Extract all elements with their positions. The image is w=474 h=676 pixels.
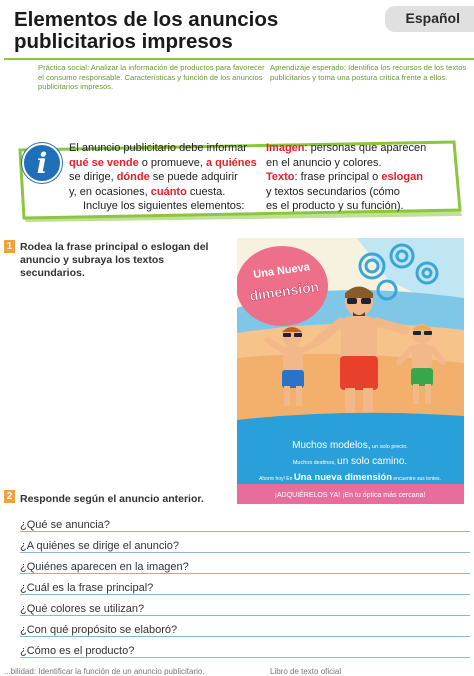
question-row[interactable] (20, 624, 470, 640)
info-keyword: eslogan (381, 171, 423, 183)
title-line-1: Elementos de los anuncios (14, 8, 279, 31)
answer-line[interactable] (20, 531, 470, 532)
activity-2-instruction: Responde según el anuncio anterior. (20, 493, 204, 505)
question-label: ¿Cómo es el producto? (20, 645, 135, 657)
info-icon-glyph: i (36, 147, 48, 180)
info-right-line (266, 170, 456, 185)
info-keyword: a quiénes (205, 156, 257, 169)
question-row[interactable] (20, 540, 470, 556)
question-row[interactable] (20, 561, 470, 577)
info-left-line (69, 170, 265, 185)
ad-text-line-2: Muchos destinos, un solo camino. (292, 456, 408, 467)
ad-text-line-3: Ahorre hoy! En Una nueva dimensión encuentre sus lentes. (259, 472, 441, 483)
answer-line[interactable] (20, 615, 470, 616)
question-row[interactable] (20, 603, 470, 619)
answer-line[interactable] (20, 552, 470, 553)
activity-number-2: 2 (4, 490, 15, 503)
info-right-line: y textos secundarios (cómo (266, 185, 400, 198)
title-line-2: publicitarios impresos (14, 30, 233, 53)
question-label: ¿Con qué propósito se elaboró? (20, 624, 178, 636)
info-keyword: dónde (116, 171, 150, 183)
social-practice-text: Práctica social: Analizar la información de productos para favorecer el consumo responsable. Características y función de los anuncios publicitarios impresos. (38, 63, 265, 91)
answer-line[interactable] (20, 573, 470, 574)
info-text: : personas que aparecen (304, 142, 427, 154)
question-row[interactable] (20, 582, 470, 598)
expected-learning-text: Aprendizaje esperado: Identifica los recursos de los textos publicitarios y toma una postura crítica frente a ellos. (270, 63, 467, 82)
info-text: se puede adquirir (149, 171, 238, 183)
ad-text-line-4: ¡ADQUIÉRELOS YA! ¡En tu óptica más cercana! (274, 492, 426, 499)
info-right-text (266, 141, 456, 214)
subject-tab (385, 6, 474, 32)
ad-text-line-1: Muchos modelos, un solo precio. (292, 440, 408, 451)
question-label: ¿Qué se anuncia? (20, 519, 110, 531)
info-text: cuesta. (186, 185, 226, 198)
info-keyword: qué se vende (69, 156, 139, 169)
subject-label: Español (405, 10, 460, 26)
ad-illustration (237, 238, 464, 504)
question-label: ¿Qué colores se utilizan? (20, 603, 145, 615)
info-icon (22, 143, 62, 183)
info-right-line: en el anuncio y colores. (266, 156, 382, 169)
info-left-line (69, 185, 265, 200)
question-label: ¿A quiénes se dirige el anuncio? (20, 540, 179, 552)
ad-image (237, 238, 464, 504)
ad-banner-top: Una Nueva (252, 261, 311, 281)
question-label: ¿Cuál es la frase principal? (20, 582, 154, 594)
info-text: o promueve, (138, 156, 206, 169)
info-text: El anuncio publicitario debe informar (69, 142, 247, 154)
question-row[interactable] (20, 519, 470, 535)
info-left-line (69, 141, 265, 156)
ad-banner-main: dimensión (248, 278, 321, 304)
footer-source: Libro de texto oficial (270, 667, 342, 676)
answer-line[interactable] (20, 657, 470, 658)
info-keyword: cuánto (150, 185, 187, 198)
question-row[interactable] (20, 645, 470, 661)
activity-number-1: 1 (4, 240, 15, 253)
question-label: ¿Quiénes aparecen en la imagen? (20, 561, 189, 573)
footer-purpose: ...bilidad: Identificar la función de un anuncio publicitario. (4, 667, 205, 676)
info-text: se dirige, (69, 171, 117, 183)
activity-1-instruction: Rodea la frase principal o eslogan del anuncio y subraya los textos secundarios. (20, 241, 209, 279)
header-divider (4, 58, 474, 60)
info-right-line: es el producto y su función). (266, 200, 404, 212)
info-right-line (266, 141, 456, 156)
answer-line[interactable] (20, 636, 470, 637)
info-text: y, en ocasiones, (69, 185, 151, 198)
info-keyword: Texto (266, 171, 295, 183)
info-left-line: Incluye los siguientes elementos: (83, 200, 245, 212)
info-left-text (69, 141, 265, 214)
answer-line[interactable] (20, 594, 470, 595)
info-text: : frase principal o (294, 171, 382, 183)
info-left-line (69, 156, 265, 171)
info-keyword: Imagen (266, 142, 305, 154)
page-title (14, 9, 394, 53)
